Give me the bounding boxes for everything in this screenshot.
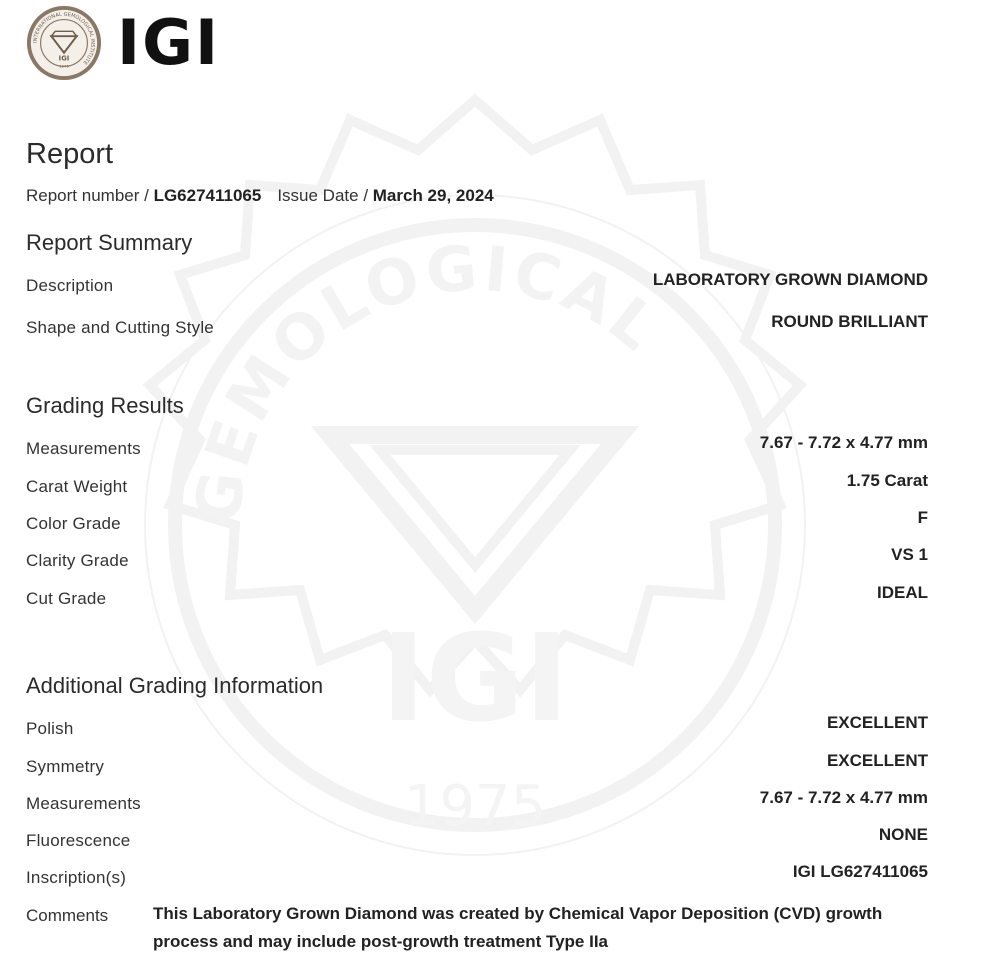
additional-row-symmetry [26, 751, 928, 777]
row-label: Measurements [26, 439, 141, 458]
row-value: F [917, 508, 928, 527]
row-value: 7.67 - 7.72 x 4.77 mm [759, 788, 928, 807]
row-value: 1.75 Carat [846, 471, 928, 490]
grading-row-color-grade [26, 508, 928, 534]
svg-text:1975: 1975 [403, 774, 547, 839]
issue-date: March 29, 2024 [372, 186, 494, 205]
row-value: IGI LG627411065 [792, 862, 928, 881]
summary-row-shape [26, 312, 928, 338]
row-value: LABORATORY GROWN DIAMOND [652, 270, 928, 289]
grading-row-measurements [26, 433, 928, 459]
comments-text: This Laboratory Grown Diamond was created by Chemical Vapor Deposition (CVD) growth process and may include post-growth treatment Type IIa [153, 904, 883, 951]
issue-date-label: Issue Date / [277, 186, 373, 205]
page-title: Report [26, 138, 114, 170]
grading-row-cut-grade [26, 583, 928, 609]
row-value: VS 1 [891, 545, 928, 564]
row-value: 7.67 - 7.72 x 4.77 mm [759, 433, 928, 452]
grading-row-clarity-grade [26, 545, 928, 571]
header-logo [25, 3, 220, 83]
row-label: Carat Weight [26, 477, 128, 496]
row-label: Color Grade [26, 514, 121, 533]
grading-row-carat-weight [26, 471, 928, 497]
additional-row-polish [26, 713, 928, 739]
igi-seal-icon [25, 4, 103, 82]
row-label: Fluorescence [26, 831, 131, 850]
row-label: Symmetry [26, 757, 105, 776]
row-label: Shape and Cutting Style [26, 318, 214, 337]
row-value: ROUND BRILLIANT [771, 312, 928, 331]
row-value: EXCELLENT [826, 751, 928, 770]
report-number-label: Report number / [26, 186, 154, 205]
row-value: IDEAL [877, 583, 928, 602]
section-title-additional-grading: Additional Grading Information [26, 673, 324, 698]
summary-row-description [26, 270, 928, 296]
section-title-grading-results: Grading Results [26, 393, 184, 418]
svg-text:IGI: IGI [381, 610, 569, 749]
svg-text:IGI: IGI [58, 54, 70, 63]
row-label: Polish [26, 719, 74, 738]
row-value: NONE [878, 825, 928, 844]
svg-text:GEMOLOGICAL: GEMOLOGICAL [180, 230, 675, 527]
row-label: Description [26, 276, 114, 295]
row-value: EXCELLENT [826, 713, 928, 732]
additional-row-fluorescence [26, 825, 928, 851]
comments-label: Comments [26, 906, 109, 925]
additional-row-measurements [26, 788, 928, 814]
report-number: LG627411065 [153, 186, 262, 205]
row-label: Cut Grade [26, 589, 107, 608]
svg-text:INTERNATIONAL GEMOLOGICAL INST: INTERNATIONAL GEMOLOGICAL INSTITUTE [32, 11, 96, 66]
additional-row-inscriptions [26, 862, 928, 888]
section-title-report-summary: Report Summary [26, 230, 193, 255]
row-label: Clarity Grade [26, 551, 129, 570]
svg-text:1975: 1975 [59, 63, 69, 69]
igi-logo-text: IGI [117, 6, 221, 79]
report-meta [26, 186, 494, 206]
row-label: Inscription(s) [26, 868, 127, 887]
row-label: Measurements [26, 794, 141, 813]
